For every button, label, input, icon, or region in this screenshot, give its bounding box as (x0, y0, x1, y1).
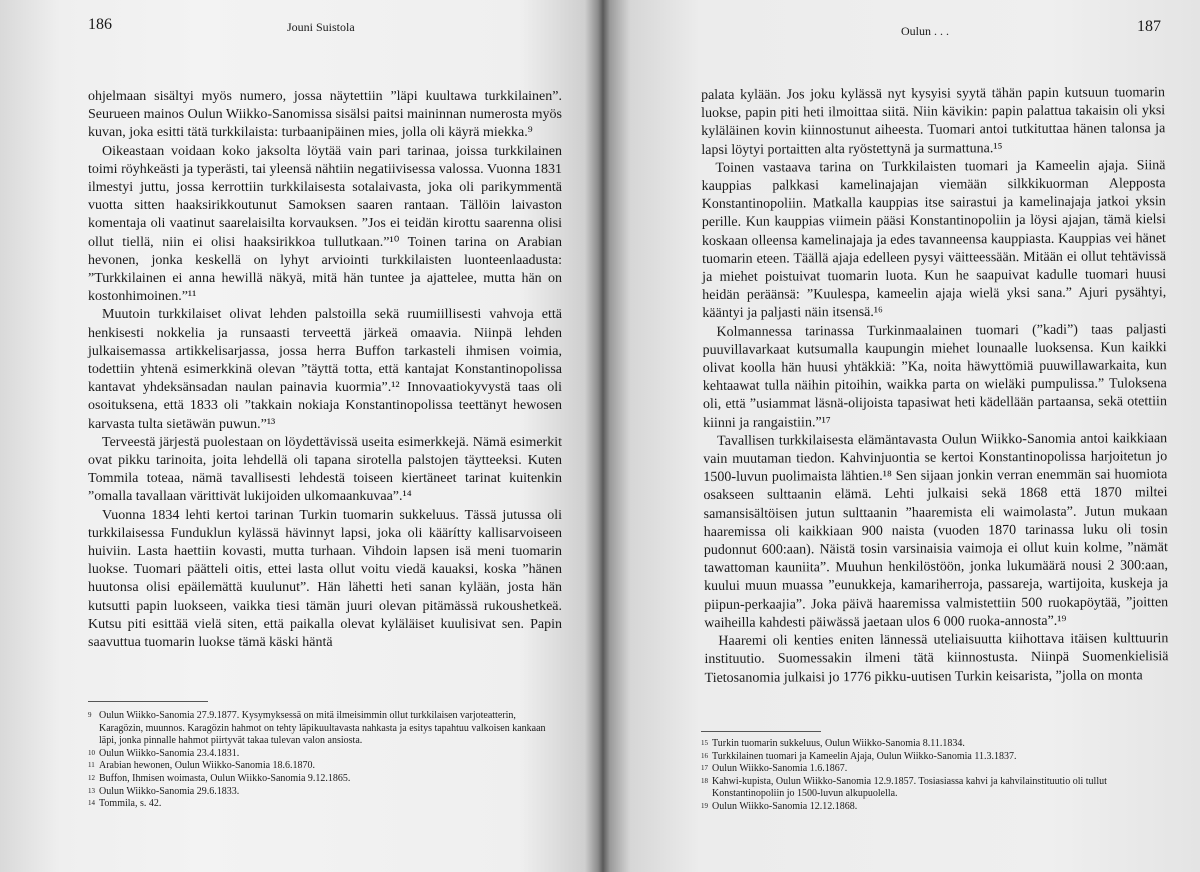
paragraph: Terveestä järjestä puolestaan on löydettävissä useita esimerkkejä. Nämä esimerkit ovat pikku tarinoita, joita lehdellä oli tapana sirotella palstojen täytteeksi. Kuten Tommila toteaa, nämä tavallisesti lehdestä toiseen kiertäneet tarinat kuitenkin ”omalla tavallaan värittivät lukijoiden ulkomaankuvaa”.¹⁴ (88, 434, 562, 505)
main-text (701, 84, 1169, 688)
paragraph: Muutoin turkkilaiset olivat lehden palstoilla sekä ruumiillisesti vahvoja että henkisesti nokkelia ja runsaasti terveettä järkeä omaavia. Niinpä lehden julkaisemassa artikkelisarjassa, jossa herra Buffon tarkasteli ihmisen voimia, todettiin yhtenä esimerkkinä olevan ”täyttä totta, että kantajat Konstantinopolissa kantavat yhdeksänsadan naulan painavia kuormia”.¹² Innovaatiokyvystä taas oli osoituksena, että 1833 oli ”takkain nokiaja Konstantinopolissa teettänyt hewosen karvasta tulta sietäwän puwun.”¹³ (88, 307, 562, 432)
paragraph: Haaremi oli kenties eniten lännessä uteliaisuutta kiihottava itäisen kulttuurin instituutio. Suomessakin ilmeni tätä kiinnostusta. Niinpä Suomenkielisiä Tietosanomia julkaisi jo 1776 pikku-uutisen Turkin keisarista, ”jolla on monta (704, 631, 1169, 686)
footnote (701, 776, 1171, 801)
footnote-text: Buffon, Ihmisen woimasta, Oulun Wiikko-Sanomia 9.12.1865. (99, 772, 351, 784)
footnote-rule (88, 701, 208, 702)
right-page (605, 0, 1200, 872)
footnote-number: 17 (701, 764, 708, 773)
page-number: 186 (88, 16, 112, 33)
footnote-text: Oulun Wiikko-Sanomia 27.9.1877. Kysymyksessä on mitä ilmeisimmin ollut turkkilaisen varjoteatterin, Karagözin, muunnos. Karagözin hahmot on tehty läpikuultavasta nahkasta ja esitys tapahtuu valkoisen kankaan läpi, jonka pinnalle hahmot piirtyvät takaa tulevan valon ansiosta. (99, 710, 546, 747)
footnote-number: 10 (88, 748, 95, 757)
paragraph: Oikeastaan voidaan koko jaksolta löytää vain pari tarinaa, joissa turkkilainen toimi röyhkeästi ja typerästi, tai yleensä nähtiin negatiivisessa valossa. Vuonna 1831 ilmestyi juttu, jossa kerrottiin turkkilaisesta sotalaivasta, joka oli parikymmentä vuotta sitten haaksirikkoutunut Samoksen saaren rantaan. Tällöin laivaston komentaja oli vaatinut saarelaisilta korvauksen. ”Jos ei teidän kirottu saarenna olisi ollut tiellä, niin ei olisi haaksirikkoa tullutkaan.”¹⁰ Toinen tarina on Arabian hevonen, jonka keskellä on lyhyt arviointi turkkilaisten luonteenlaadusta: ”Turkkilainen ei anna hewillä näkyä, mitä hän tuntee ja ajattelee, mutta hän on kostonhimoinen.”¹¹ (88, 143, 562, 305)
footnote-number: 19 (701, 801, 708, 810)
footnote-text: Oulun Wiikko-Sanomia 29.6.1833. (99, 785, 240, 797)
paragraph: ohjelmaan sisältyi myös numero, jossa näytettiin ”läpi kuultawa turkkilainen”. Seurueen mainos Oulun Wiikko-Sanomissa sisälsi paitsi maininnan numerosta myös kuvan, joka esitti tätä turkkilaista: turbaanipäinen mies, jolla oli käyrä miekka.⁹ (88, 89, 562, 141)
running-head: Jouni Suistola (287, 20, 355, 34)
footnote-text: Tommila, s. 42. (99, 798, 162, 810)
footnote-number: 12 (88, 773, 95, 782)
footnote-number: 14 (88, 799, 95, 808)
footnote (88, 773, 562, 786)
footnote-text: Turkin tuomarin sukkeluus, Oulun Wiikko-Sanomia 8.11.1834. (712, 738, 965, 749)
footnote-number: 9 (88, 711, 92, 719)
paragraph: Tavallisen turkkilaisesta elämäntavasta Oulun Wiikko-Sanomia antoi kaikkiaan vain muutaman tiedon. Kahvinjuontia se kertoi Konstantinopolissa harjoitetun jo 1500-luvun puolimaista lähtien.¹⁸ Sen sijaan jonkin verran enemmän sai huomiota osakseen sulttaanin elämä. Lehti julkaisi sekä 1868 että 1870 miltei samansisältöisen jutun sulttaanin ”haaremista eli waimolasta”. Jutun mukaan haaremissa oli kaikkiaan 900 naista (vuoden 1870 tarinassa luku oli tosin pudonnut 600:aan). Näistä tosin varsinaisia vaimoja ei ollut kuin kolme, ”nämät tawattoman kauniita”. Muuhun henkilöstöön, jonka lukumäärä nousi 2 300:aan, kuului muun muassa ”eunukkeja, kamariherroja, passareja, wartijoita, kuskeja ja piipun-perkaajia”. Joka päivä haaremissa valmistettiin 500 ruokapöytää, ”joitten waiheilla kahdesti päiwässä jaetaan ulos 6 000 ruoka-annosta”.¹⁹ (703, 431, 1169, 631)
footnote (88, 760, 562, 773)
running-head: Oulun . . . (901, 24, 949, 38)
left-page (0, 0, 595, 872)
footnote (701, 801, 1171, 814)
footnote-text: Turkkilainen tuomari ja Kameelin Ajaja, Oulun Wiikko-Sanomia 11.3.1837. (712, 750, 1017, 762)
footnote-rule (701, 731, 821, 732)
footnotes (88, 710, 562, 811)
footnote-text: Oulun Wiikko-Sanomia 12.12.1868. (712, 800, 858, 812)
footnote (88, 798, 562, 811)
footnotes (701, 738, 1171, 814)
footnote (88, 710, 562, 748)
paragraph: Kolmannessa tarinassa Turkinmaalainen tuomari (”kadi”) taas paljasti puuvillavarkaat kutsumalla kaupungin miehet lounaalle luoksensa. Kun kaikki olivat koolla hän huusi yhtäkkiä: ”Ka, noita häwyttömiä puuwillawarkaita, kun kehtaawat tulla näihin pitoihin, waikka parta on wieläki pumpulissa.” Tuloksena oli, että ”usiammat läsnä-olijoista tapasiwat heti kädellään partaansa, sekä otettiin kiinni ja rangaistiin.”¹⁷ (702, 321, 1167, 431)
footnote-text: Oulun Wiikko-Sanomia 1.6.1867. (712, 763, 848, 775)
footnote (701, 763, 1171, 776)
footnote-number: 11 (88, 761, 95, 770)
footnote-text: Kahwi-kupista, Oulun Wiikko-Sanomia 12.9.1857. Tosiasiassa kahvi ja kahvilainstituutio oli tullut Konstantinopoliin jo 1500-luvun alkupuolella. (712, 775, 1107, 800)
footnote-number: 16 (701, 751, 708, 760)
footnote (88, 786, 562, 799)
footnote-text: Oulun Wiikko-Sanomia 23.4.1831. (99, 747, 240, 759)
footnote-text: Arabian hewonen, Oulun Wiikko-Sanomia 18.6.1870. (99, 760, 316, 772)
paragraph: palata kylään. Jos joku kylässä nyt kysyisi syytä tähän papin kutsuun tuomarin luokse, papin piti heti ilmoittaa siitä. Niin kävikin: papin palattua takaisin oli yksi kyläläinen kovin kiinnostunut aiheesta. Tuomari antoi tutkituttaa hänen talonsa ja lapsi löytyi portaitten alta ryöstettynä ja surmattuna.¹⁵ (701, 85, 1166, 158)
footnote-number: 13 (88, 786, 95, 795)
footnote-number: 15 (701, 739, 708, 747)
footnote (701, 751, 1171, 764)
footnote-number: 18 (701, 776, 708, 785)
paragraph: Toinen vastaava tarina on Turkkilaisten tuomari ja Kameelin ajaja. Siinä kauppias palkkasi kamelinajajan viemään silkkikuorman Alepposta Konstantinopoliin. Matkalla kauppias itse sairastui ja kamelinajaja jatkoi yksin perille. Kun kauppias viimein pääsi Konstantinopoliin ja löysi ajajan, tämä kielsi koskaan olleensa kamelinajaja ja edes tavanneensa kauppiasta. Kauppias vei hänet tuomarin eteen. Täällä ajaja edelleen pysyi väitteessään. Mitään ei ollut tehtävissä ja miehet poistuivat tuomarin luota. Kun he saapuivat kadulle tuomari huusi heidän peräänsä: ”Kuulespa, kameelin ajaja wielä yksi sana.” Ajuri pysähtyi, kääntyi ja paljasti näin itsensä.¹⁶ (701, 157, 1167, 322)
paragraph: Vuonna 1834 lehti kertoi tarinan Turkin tuomarin sukkeluus. Tässä jutussa oli turkkilaisessa Funduklun kylässä hävinnyt lapsi, joka oli käärítty kallisarvoiseen huiviin. Lasta haettiin kovasti, mutta turhaan. Vihdoin lapsen isä meni tuomarin luokse. Tuomari päätteli oitis, ettei lasta ollut voitu viedä kauaksi, koska ”hänen huutonsa olisi epäilemättä kuulunut”. Hän lähetti heti sanan kylään, josta hän kutsutti papin luokseen, vaikka tiesi tämän juuri olevan pitämässä rukoushetkeä. Kutsu piti esittää vielä siten, että paikalla olevat kyläläiset kuulisivat sen. Papin saavuttua tuomarin luokse tämä käski häntä (88, 507, 562, 651)
footnote (88, 748, 562, 761)
main-text (88, 88, 562, 652)
page-number: 187 (1137, 18, 1161, 35)
footnote (701, 738, 1171, 751)
